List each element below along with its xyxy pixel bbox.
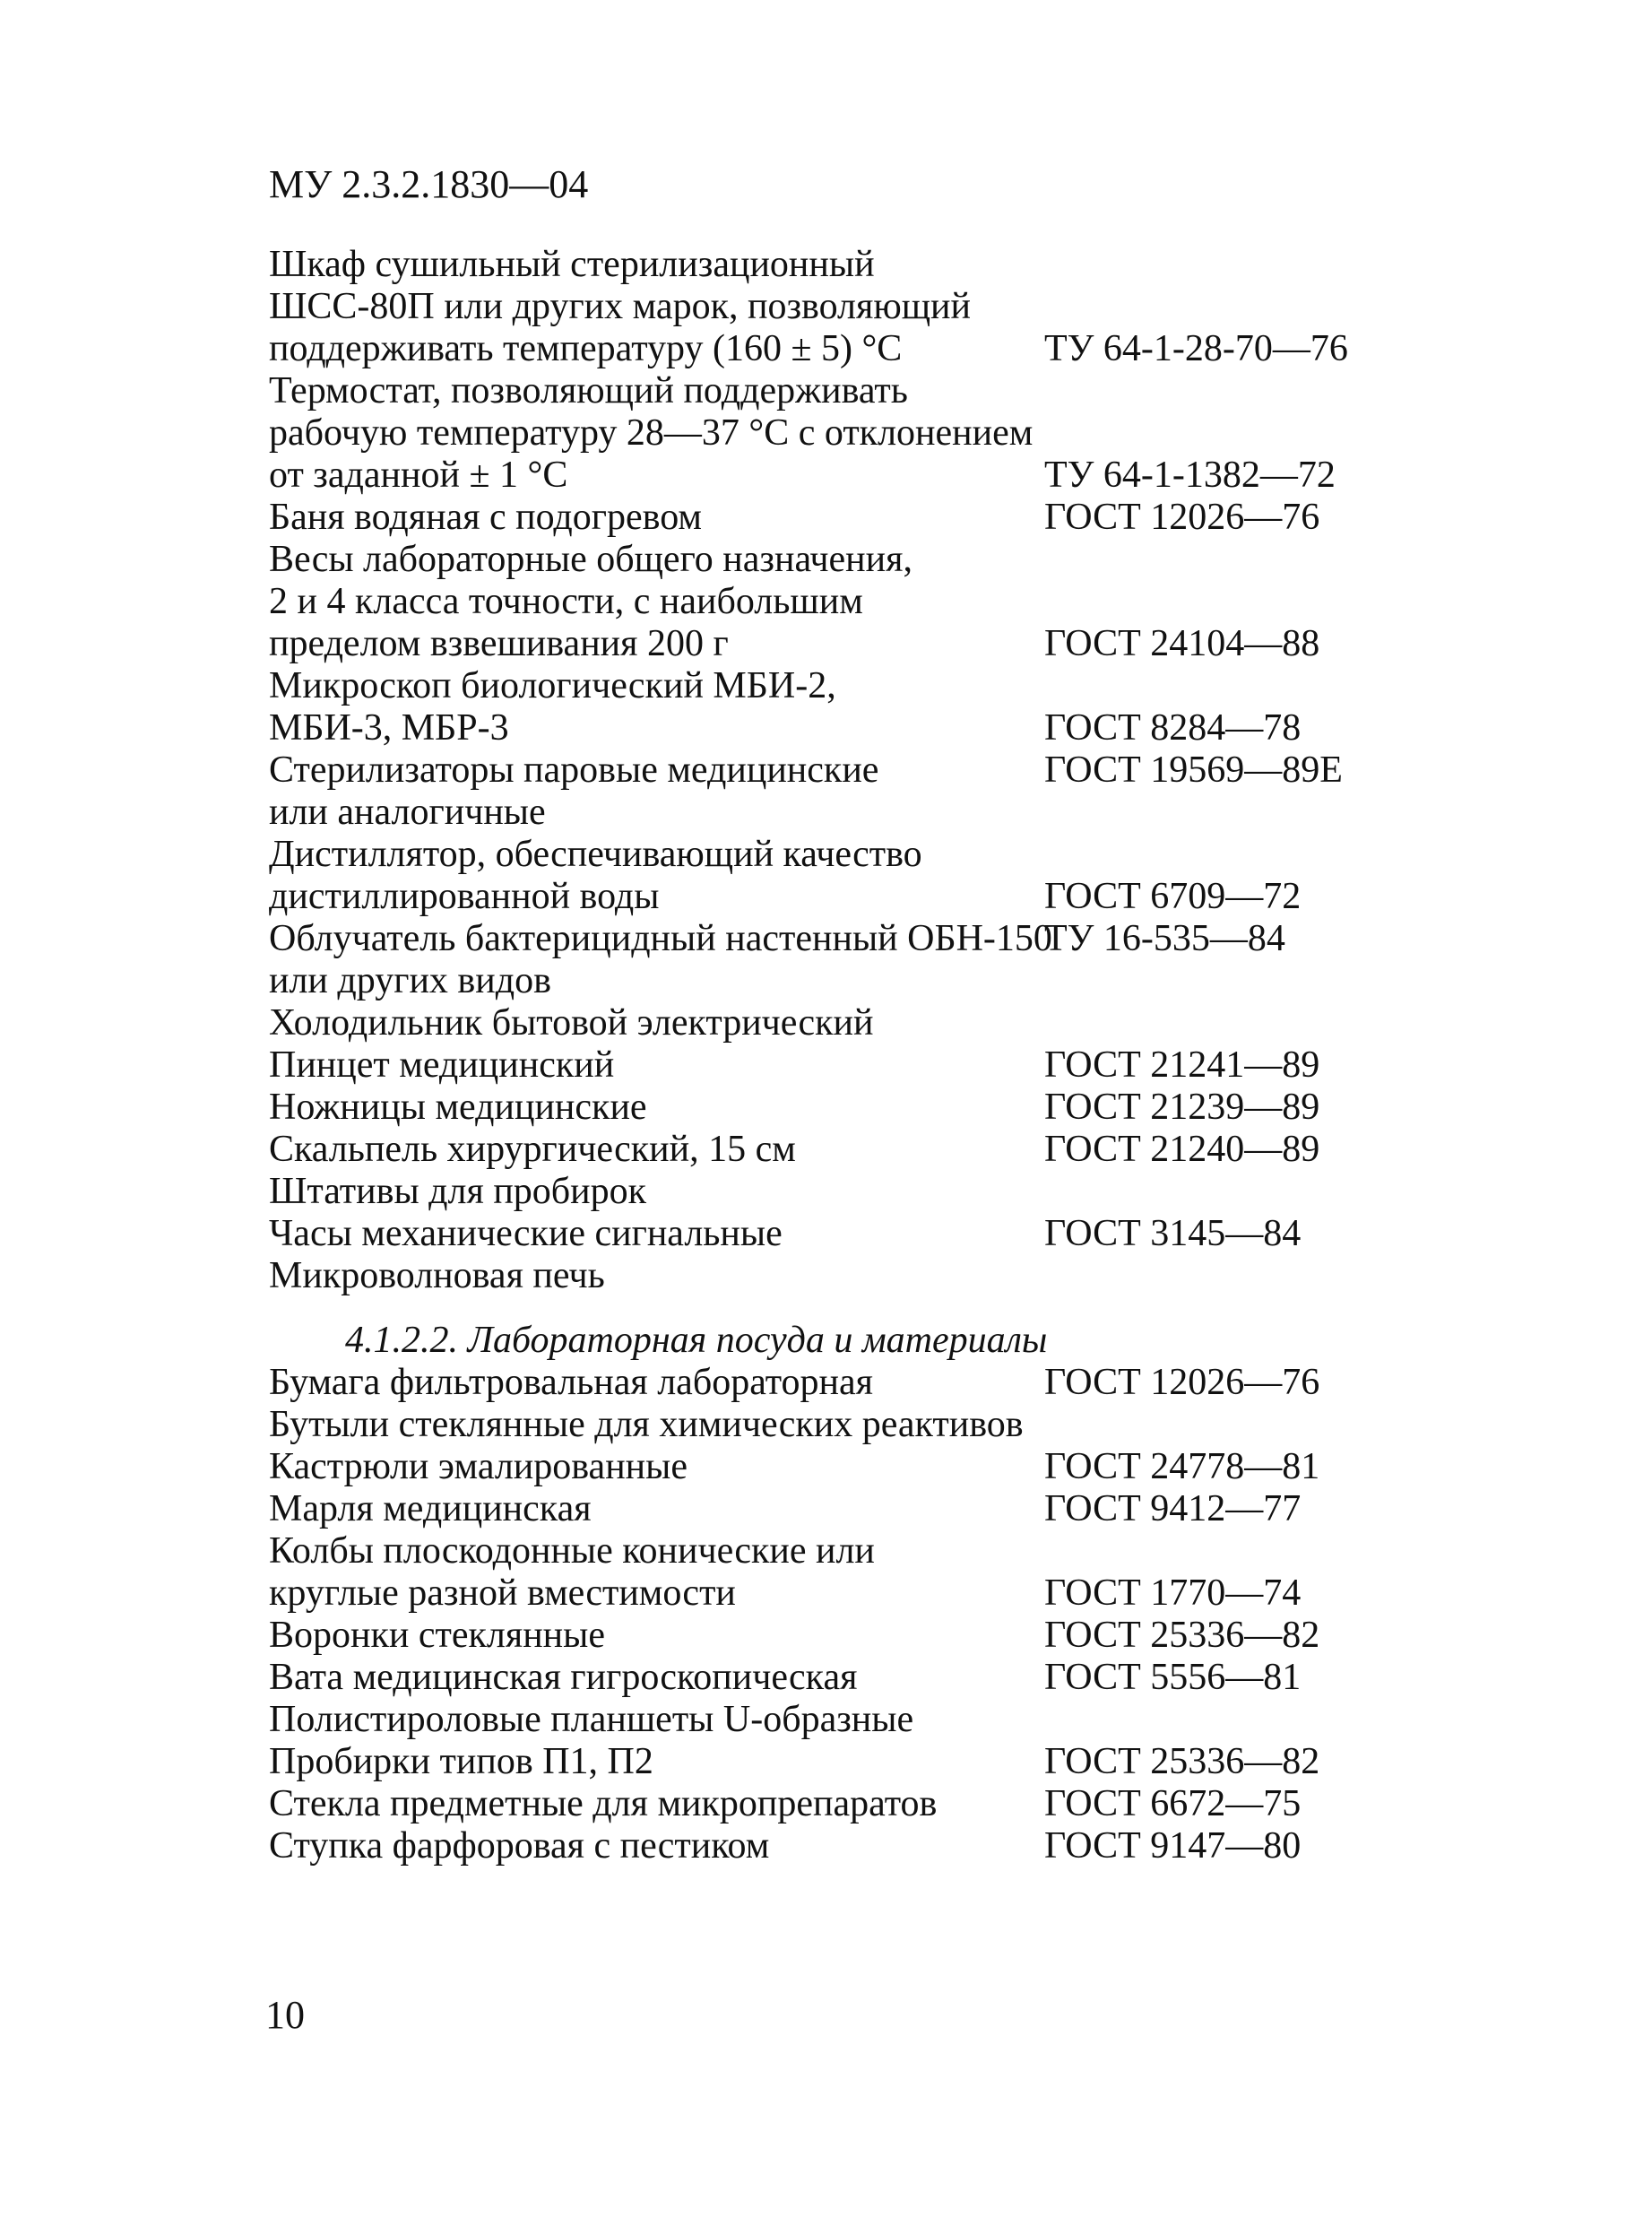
item-standard: ТУ 64-1-28-70—76 <box>1044 328 1348 369</box>
list-item <box>269 1657 1434 1699</box>
item-name: Пробирки типов П1, П2 <box>269 1741 653 1782</box>
item-name: Облучатель бактерицидный настенный ОБН-150 <box>269 918 1052 959</box>
item-name: или других видов <box>269 960 551 1001</box>
section-heading-glassware: 4.1.2.2. Лабораторная посуда и материалы <box>345 1320 1048 1361</box>
item-standard: ТУ 16-535—84 <box>1044 918 1285 959</box>
item-name: Штативы для пробирок <box>269 1171 647 1212</box>
document-code: МУ 2.3.2.1830—04 <box>269 162 589 206</box>
list-item <box>269 665 1434 707</box>
item-name: 2 и 4 класса точности, с наибольшим <box>269 581 863 622</box>
list-item <box>269 1825 1434 1867</box>
list-item <box>269 497 1434 539</box>
item-name: ШСС-80П или других марок, позволяющий <box>269 286 971 327</box>
item-standard: ГОСТ 6672—75 <box>1044 1783 1302 1824</box>
item-name: Бутыли стеклянные для химических реактивов <box>269 1404 1024 1445</box>
item-name: поддерживать температуру (160 ± 5) °С <box>269 328 903 369</box>
list-item <box>269 1002 1434 1044</box>
list-item <box>269 1783 1434 1825</box>
list-item <box>269 876 1434 918</box>
item-standard: ГОСТ 6709—72 <box>1044 876 1302 917</box>
item-standard: ГОСТ 24778—81 <box>1044 1446 1320 1487</box>
item-name: Бумага фильтровальная лабораторная <box>269 1362 873 1403</box>
item-name: Часы механические сигнальные <box>269 1213 783 1254</box>
list-item <box>269 581 1434 623</box>
list-item <box>269 749 1434 792</box>
item-name: Кастрюли эмалированные <box>269 1446 688 1487</box>
list-item <box>269 792 1434 834</box>
list-item <box>269 960 1434 1002</box>
list-item <box>269 1171 1434 1213</box>
item-standard: ГОСТ 9412—77 <box>1044 1488 1302 1529</box>
item-standard: ГОСТ 19569—89Е <box>1044 749 1343 791</box>
item-standard: ГОСТ 12026—76 <box>1044 497 1320 538</box>
list-item <box>269 1572 1434 1615</box>
item-name: МБИ-3, МБР-3 <box>269 707 509 749</box>
item-standard: ГОСТ 21240—89 <box>1044 1129 1320 1170</box>
list-item <box>269 707 1434 749</box>
item-name: Пинцет медицинский <box>269 1044 615 1086</box>
glassware-list <box>269 1362 1434 1867</box>
item-name: Микроволновая печь <box>269 1255 605 1296</box>
list-item <box>269 1087 1434 1129</box>
item-name: рабочую температуру 28—37 °С с отклонением <box>269 412 1034 454</box>
item-standard: ГОСТ 25336—82 <box>1044 1615 1320 1656</box>
list-item <box>269 623 1434 665</box>
equipment-list <box>269 244 1434 1297</box>
item-name: Ножницы медицинские <box>269 1087 647 1128</box>
page-number: 10 <box>265 1993 305 2037</box>
list-item <box>269 1615 1434 1657</box>
list-item <box>269 370 1434 412</box>
item-name: Скальпель хирургический, 15 см <box>269 1129 796 1170</box>
item-standard: ГОСТ 21241—89 <box>1044 1044 1320 1086</box>
item-standard: ГОСТ 21239—89 <box>1044 1087 1320 1128</box>
item-name: Баня водяная с подогревом <box>269 497 702 538</box>
item-name: Колбы плоскодонные конические или <box>269 1530 875 1572</box>
item-standard: ГОСТ 5556—81 <box>1044 1657 1302 1698</box>
list-item <box>269 1255 1434 1297</box>
list-item <box>269 455 1434 497</box>
list-item <box>269 1044 1434 1087</box>
item-name: Полистироловые планшеты U-образные <box>269 1699 914 1740</box>
item-standard: ГОСТ 3145—84 <box>1044 1213 1302 1254</box>
item-name: Весы лабораторные общего назначения, <box>269 539 912 580</box>
item-name: Вата медицинская гигроскопическая <box>269 1657 858 1698</box>
list-item <box>269 1362 1434 1404</box>
item-name: Холодильник бытовой электрический <box>269 1002 874 1044</box>
list-item <box>269 1530 1434 1572</box>
list-item <box>269 286 1434 328</box>
item-name: Воронки стеклянные <box>269 1615 606 1656</box>
item-standard: ТУ 64-1-1382—72 <box>1044 455 1336 496</box>
item-name: Термостат, позволяющий поддерживать <box>269 370 908 411</box>
list-item <box>269 1488 1434 1530</box>
item-standard: ГОСТ 1770—74 <box>1044 1572 1302 1614</box>
list-item <box>269 328 1434 370</box>
list-item <box>269 1129 1434 1171</box>
list-item <box>269 1699 1434 1741</box>
list-item <box>269 412 1434 455</box>
item-name: пределом взвешивания 200 г <box>269 623 729 664</box>
list-item <box>269 1404 1434 1446</box>
item-name: Дистиллятор, обеспечивающий качество <box>269 834 922 875</box>
list-item <box>269 244 1434 286</box>
list-item <box>269 1213 1434 1255</box>
item-standard: ГОСТ 9147—80 <box>1044 1825 1302 1867</box>
item-standard: ГОСТ 25336—82 <box>1044 1741 1320 1782</box>
item-name: дистиллированной воды <box>269 876 660 917</box>
item-standard: ГОСТ 12026—76 <box>1044 1362 1320 1403</box>
item-name: от заданной ± 1 °С <box>269 455 568 496</box>
item-name: Микроскоп биологический МБИ-2, <box>269 665 836 706</box>
item-name: Шкаф сушильный стерилизационный <box>269 244 875 285</box>
list-item <box>269 1446 1434 1488</box>
item-name: Ступка фарфоровая с пестиком <box>269 1825 770 1867</box>
item-name: Марля медицинская <box>269 1488 592 1529</box>
list-item <box>269 539 1434 581</box>
item-standard: ГОСТ 8284—78 <box>1044 707 1302 749</box>
item-name: или аналогичные <box>269 792 546 833</box>
list-item <box>269 918 1434 960</box>
list-item <box>269 1741 1434 1783</box>
list-item <box>269 834 1434 876</box>
item-standard: ГОСТ 24104—88 <box>1044 623 1320 664</box>
item-name: Стерилизаторы паровые медицинские <box>269 749 879 791</box>
item-name: круглые разной вместимости <box>269 1572 736 1614</box>
item-name: Стекла предметные для микропрепаратов <box>269 1783 938 1824</box>
